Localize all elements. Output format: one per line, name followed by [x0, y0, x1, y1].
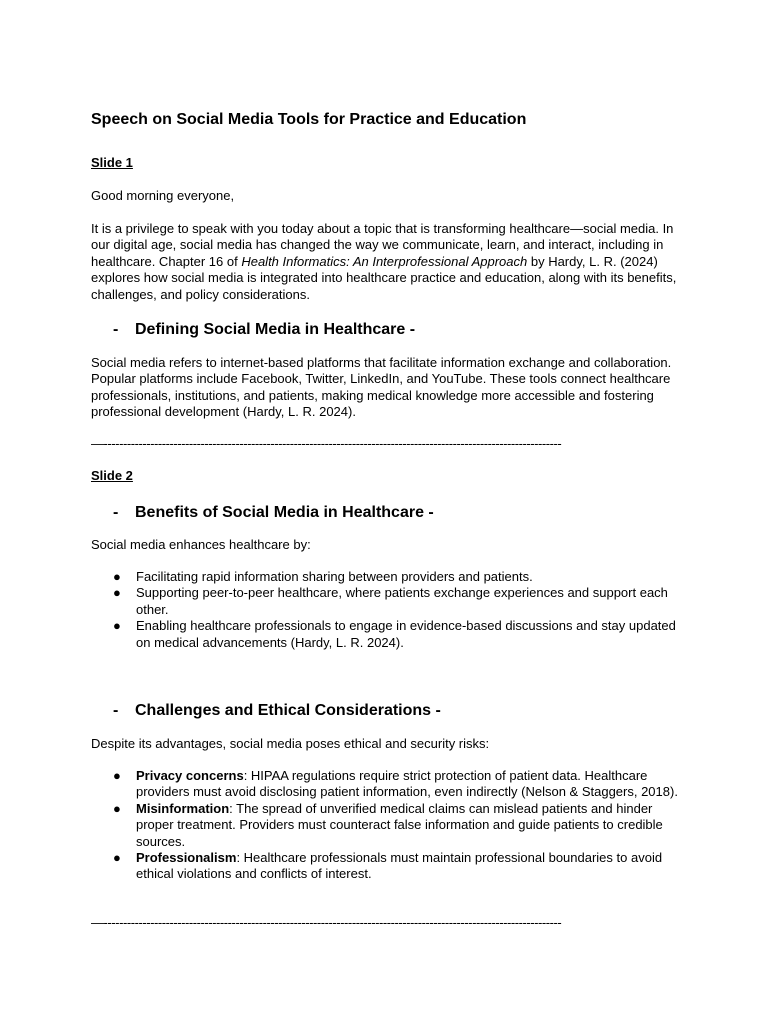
- divider-line: —----------------------------------------------------------------------------------------------------------------------: [91, 915, 562, 930]
- heading-defining-social-media: [113, 321, 415, 339]
- intro-text-part-1: It is a privilege to speak with you today about a topic that is transforming healthcare—social media. In our digital age, social media has changed the way we communicate, learn, and interact, including in healthcare. Chapter 16 of: [91, 221, 674, 269]
- challenges-intro: Despite its advantages, social media poses ethical and security risks:: [91, 736, 490, 751]
- heading-dash: -: [113, 504, 119, 521]
- benefits-list: [91, 569, 691, 651]
- heading-challenges: [113, 702, 441, 720]
- list-item: ● Facilitating rapid information sharing between providers and patients.: [113, 569, 533, 584]
- intro-paragraph: [91, 221, 691, 303]
- bullet-icon: ●: [113, 768, 121, 783]
- bullet-icon: ●: [113, 618, 121, 634]
- defining-paragraph: Social media refers to internet-based platforms that facilitate information exchange and collaboration. Popular platforms include Facebook, Twitter, LinkedIn, and YouTube. These tools connect healthcare professionals, institutions, and patients, making medical knowledge more accessible and fostering professional development (Hardy, L. R. 2024).: [91, 355, 672, 420]
- challenges-list: [91, 768, 691, 883]
- term-professionalism: Professionalism: [136, 850, 237, 866]
- heading-text: Challenges and Ethical Considerations -: [135, 702, 441, 719]
- bullet-icon: ●: [113, 585, 121, 601]
- intro-text-part-2: by Hardy, L. R. (2024) explores how social media is integrated into healthcare practice and education, along with its benefits, challenges, and policy considerations.: [91, 253, 677, 302]
- list-item: ● Privacy concerns: HIPAA regulations require strict protection of patient data. Healthcare providers must avoid disclosing patient information, even indirectly (Nelson & Staggers, 2018).: [113, 768, 678, 800]
- list-item: ● Supporting peer-to-peer healthcare, where patients exchange experiences and support each other.: [113, 585, 668, 617]
- term-misinformation: Misinformation: [136, 800, 230, 816]
- list-item: ● Professionalism: Healthcare professionals must maintain professional boundaries to avoid ethical violations and conflicts of interest.: [113, 850, 663, 882]
- divider-line: —----------------------------------------------------------------------------------------------------------------------: [91, 436, 562, 451]
- term-privacy: Privacy concerns: [136, 768, 244, 783]
- benefits-intro: Social media enhances healthcare by:: [91, 537, 311, 552]
- document-title: Speech on Social Media Tools for Practice and Education: [91, 111, 527, 128]
- greeting-text: Good morning everyone,: [91, 188, 235, 203]
- heading-dash: -: [113, 321, 119, 338]
- bullet-icon: ●: [113, 850, 121, 866]
- book-title: Health Informatics: An Interprofessional Approach: [241, 253, 528, 269]
- slide-2-label: Slide 2: [91, 468, 133, 483]
- list-item: ● Enabling healthcare professionals to engage in evidence-based discussions and stay updated on medical advancements (Hardy, L. R. 2024).: [113, 618, 676, 650]
- bullet-icon: ●: [113, 800, 121, 816]
- heading-text: Defining Social Media in Healthcare -: [135, 321, 416, 338]
- slide-1-label: Slide 1: [91, 155, 133, 170]
- heading-benefits: [113, 504, 434, 522]
- bullet-icon: ●: [113, 569, 121, 584]
- heading-text: Benefits of Social Media in Healthcare -: [135, 504, 434, 521]
- heading-dash: -: [113, 702, 119, 719]
- list-item: ● Misinformation: The spread of unverified medical claims can mislead patients and hinder proper treatment. Providers must counteract false information and guide patients to credible sources.: [113, 800, 663, 849]
